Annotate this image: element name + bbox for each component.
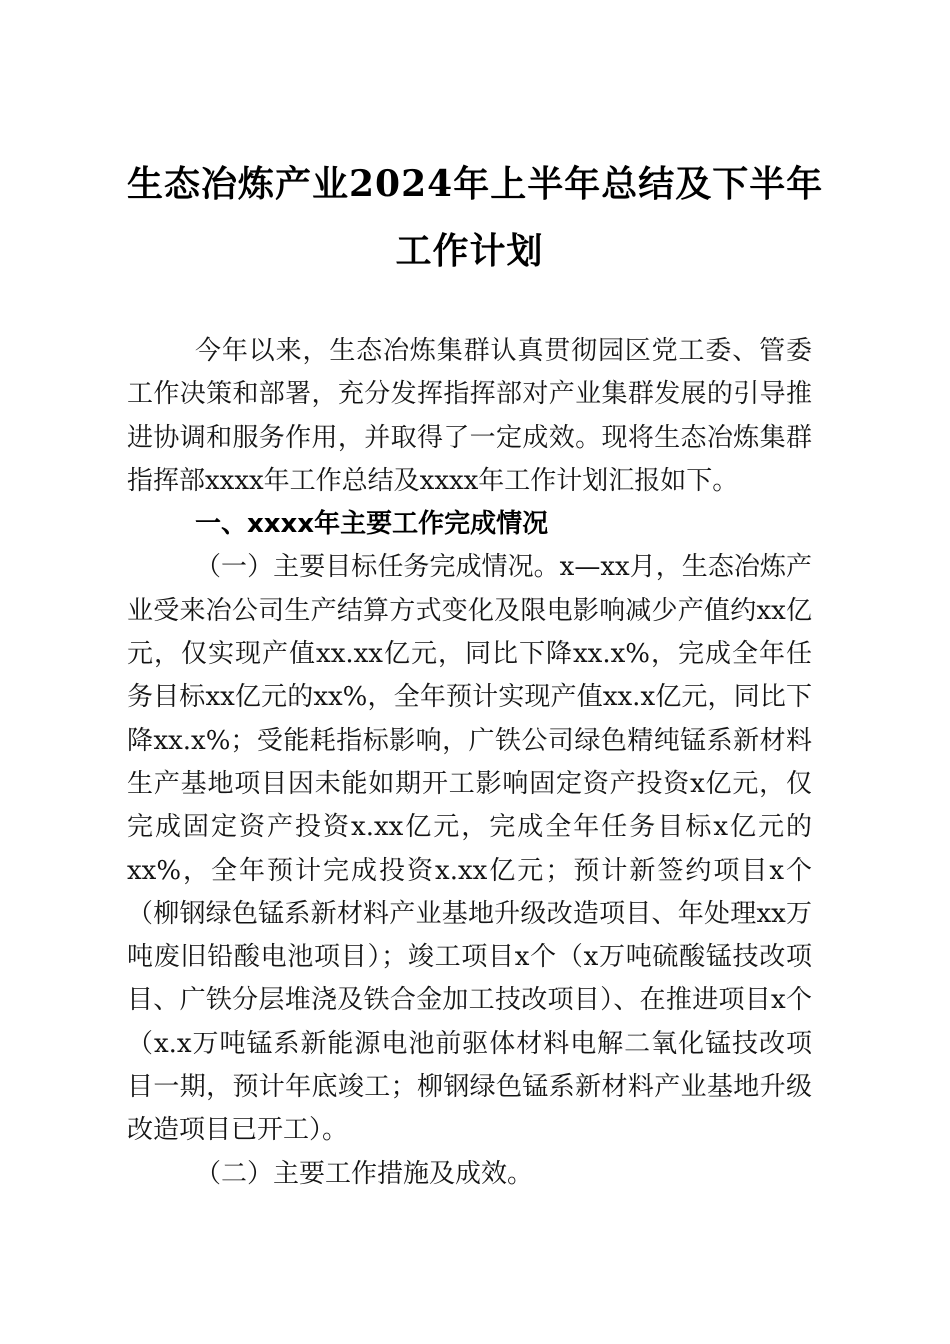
paragraph-target-completion: （一）主要目标任务完成情况。x—xx月，生态冶炼产业受来冶公司生产结算方式变化及限电影响减少产值约xx亿元，仅实现产值xx.xx亿元，同比下降xx.x%，完成全年任务目标xx亿元的xx%，全年预计实现产值xx.x亿元，同比下降xx.x%；受能耗指标影响，广铁公司绿色精纯锰系新材料生产基地项目因未能如期开工影响固定资产投资x亿元，仅完成固定资产投资x.xx亿元，完成全年任务目标x亿元的xx%，全年预计完成投资x.xx亿元；预计新签约项目x个（柳钢绿色锰系新材料产业基地升级改造项目、年处理xx万吨废旧铅酸电池项目）；竣工项目x个（x万吨硫酸锰技改项目、广铁分层堆浇及铁合金加工技改项目）、在推进项目x个（x.x万吨锰系新能源电池前驱体材料电解二氧化锰技改项目一期，预计年底竣工；柳钢绿色锰系新材料产业基地升级改造项目已开工）。 [127, 552, 812, 1146]
document-body [127, 330, 812, 1196]
document-title [127, 151, 824, 285]
document-title-line-1: 生态冶炼产业2024年上半年总结及下半年 [127, 163, 824, 205]
section-heading-main-work: 一、xxxx年主要工作完成情况 [195, 509, 549, 540]
paragraph-measures-results: （二）主要工作措施及成效。 [195, 1158, 534, 1189]
document-title-line-2: 工作计划 [395, 230, 544, 272]
paragraph-intro: 今年以来，生态冶炼集群认真贯彻园区党工委、管委工作决策和部署，充分发挥指挥部对产业集群发展的引导推进协调和服务作用，并取得了一定成效。现将生态冶炼集群指挥部xxxx年工作总结及xxxx年工作计划汇报如下。 [127, 336, 812, 496]
